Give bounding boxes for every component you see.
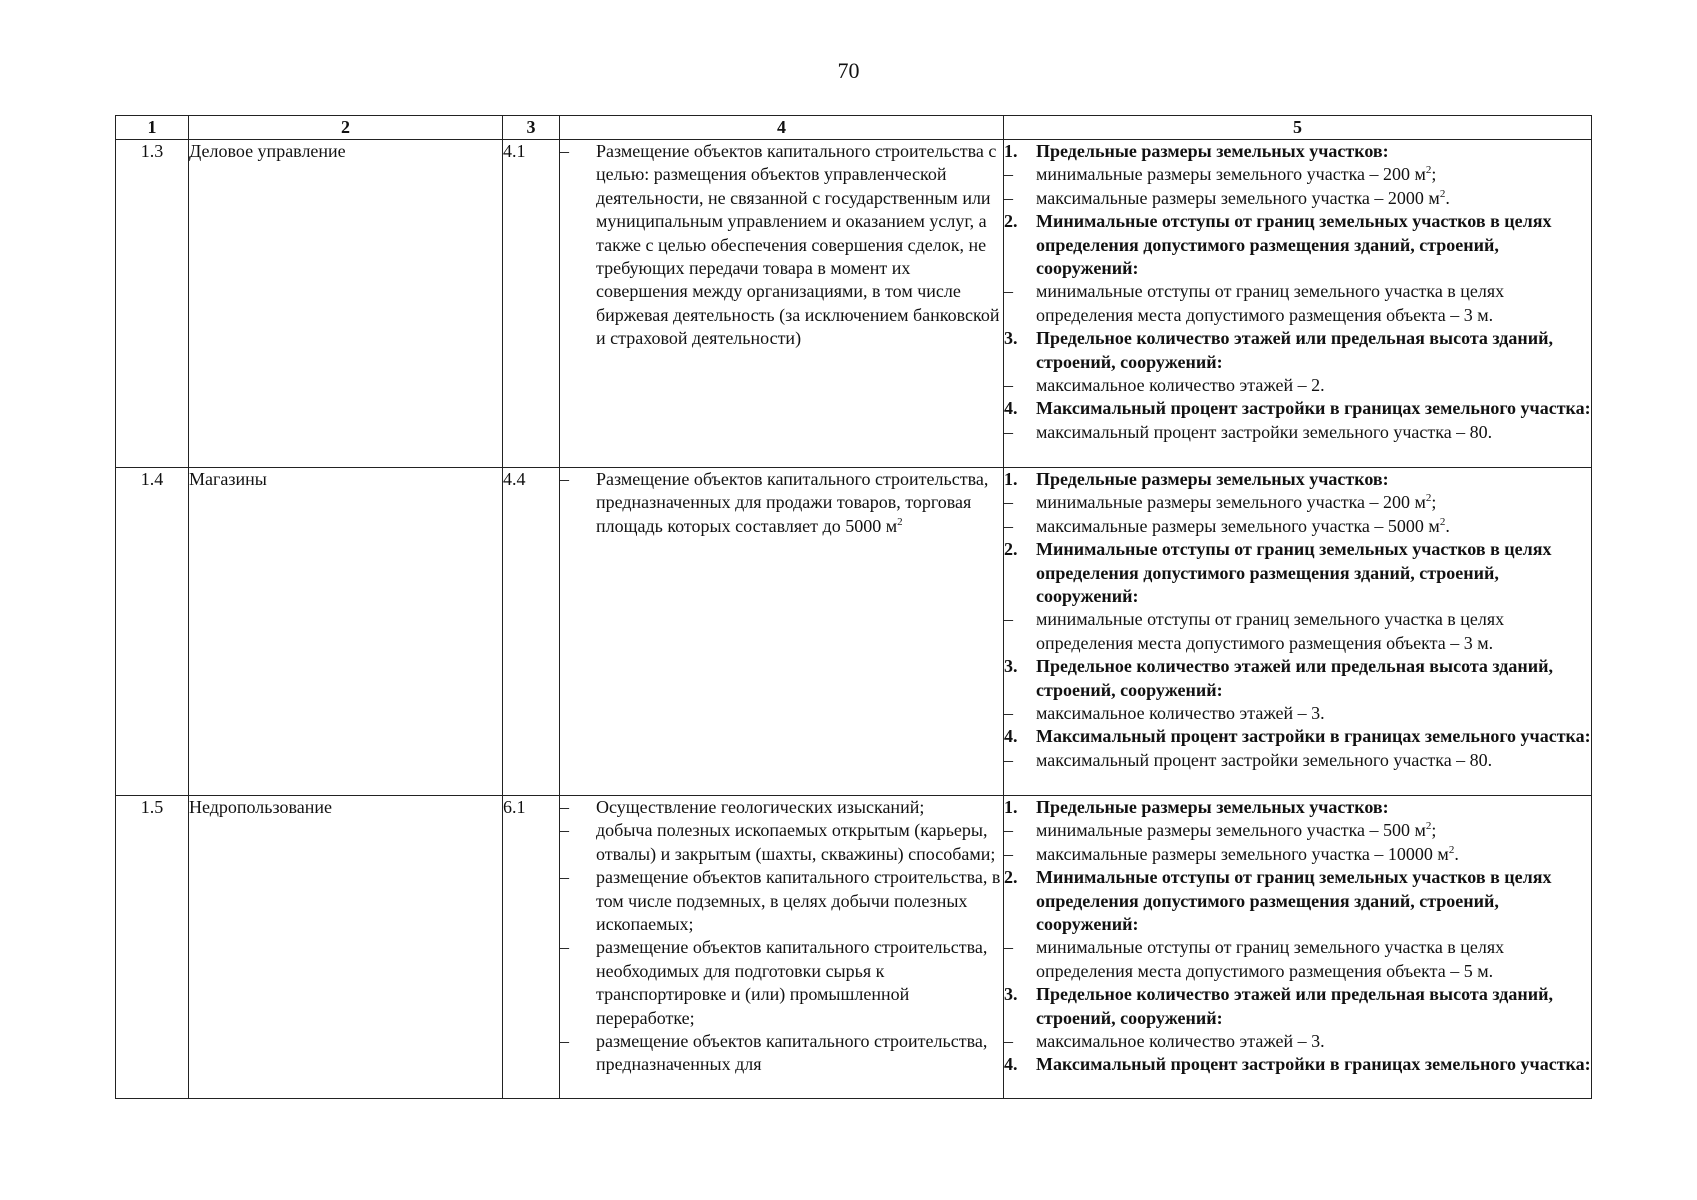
description-text: размещение объектов капитального строительства, предназначенных для bbox=[596, 1031, 988, 1075]
param-heading-text: Максимальный процент застройки в границах земельного участка: bbox=[1036, 726, 1591, 747]
param-heading-number: 4. bbox=[1004, 726, 1018, 747]
dash-marker: – bbox=[1004, 609, 1013, 630]
param-heading-text: Предельное количество этажей или предельная высота зданий, строений, сооружений: bbox=[1036, 656, 1554, 700]
param-heading bbox=[1004, 397, 1591, 420]
param-heading-text: Предельные размеры земельных участков: bbox=[1036, 797, 1389, 817]
param-item-tail: ; bbox=[1431, 164, 1437, 185]
param-item bbox=[1004, 187, 1591, 210]
param-item bbox=[1004, 819, 1591, 842]
column-header-5: 5 bbox=[1004, 116, 1592, 140]
param-item-text: максимальное количество этажей – 3. bbox=[1036, 1031, 1325, 1052]
param-item bbox=[1004, 374, 1591, 397]
header-row bbox=[116, 116, 1592, 140]
param-heading-number: 3. bbox=[1004, 656, 1018, 677]
dash-marker: – bbox=[1004, 749, 1013, 770]
parameters-cell bbox=[1004, 468, 1592, 796]
description-text: Осуществление геологических изысканий; bbox=[596, 797, 925, 817]
use-description bbox=[560, 796, 1004, 1099]
use-description bbox=[560, 140, 1004, 468]
param-heading bbox=[1004, 796, 1591, 819]
dash-marker: – bbox=[1004, 515, 1013, 536]
description-item bbox=[560, 936, 1003, 1030]
superscript: 2 bbox=[1439, 515, 1446, 528]
param-item bbox=[1004, 936, 1591, 983]
description-item bbox=[560, 866, 1003, 936]
use-type-name: Недропользование bbox=[189, 796, 503, 1099]
description-text: Размещение объектов капитального строительства с целью: размещения объектов управленческой деятельности, не связанной с государственным или муниципальным управлением и оказанием услуг, а также с целью обеспечения совершения сделок, не требующих передачи товара в момент их совершения между организациями, в том числе биржевая деятельность (за исключением банковской и страховой деятельности) bbox=[596, 141, 1000, 349]
param-item bbox=[1004, 163, 1591, 186]
description-text: Размещение объектов капитального строительства, предназначенных для продажи товаров, торговая площадь которых составляет до 5000 м bbox=[596, 469, 989, 536]
param-item-tail: . bbox=[1445, 187, 1450, 208]
description-text: размещение объектов капитального строительства, в том числе подземных, в целях добычи полезных ископаемых; bbox=[596, 867, 1001, 935]
dash-marker: – bbox=[1004, 187, 1013, 208]
description-item bbox=[560, 140, 1003, 351]
param-heading bbox=[1004, 468, 1591, 491]
description-item bbox=[560, 819, 1003, 866]
use-type-code: 4.4 bbox=[503, 468, 560, 796]
description-text: добыча полезных ископаемых открытым (карьеры, отвалы) и закрытым (шахты, скважины) способами; bbox=[596, 820, 996, 864]
param-item-tail: ; bbox=[1431, 492, 1437, 513]
dash-marker: – bbox=[1004, 703, 1013, 724]
param-item-text: минимальные отступы от границ земельного участка в целях определения места допустимого размещения объекта – 5 м. bbox=[1036, 937, 1505, 981]
table-row bbox=[116, 468, 1592, 796]
param-heading-text: Максимальный процент застройки в границах земельного участка: bbox=[1036, 1054, 1591, 1075]
param-item-text: минимальные размеры земельного участка – 200 м bbox=[1036, 492, 1426, 513]
dash-marker: – bbox=[560, 141, 569, 161]
dash-marker: – bbox=[1004, 164, 1013, 185]
param-heading bbox=[1004, 1053, 1591, 1076]
dash-marker: – bbox=[1004, 281, 1013, 302]
param-item-text: максимальный процент застройки земельного участка – 80. bbox=[1036, 749, 1493, 770]
param-item-text: минимальные размеры земельного участка – 500 м bbox=[1036, 820, 1426, 841]
table-row bbox=[116, 796, 1592, 1099]
param-heading-text: Максимальный процент застройки в границах земельного участка: bbox=[1036, 398, 1591, 419]
param-heading-text: Предельное количество этажей или предельная высота зданий, строений, сооружений: bbox=[1036, 984, 1554, 1028]
superscript: 2 bbox=[1425, 820, 1432, 833]
param-heading-number: 1. bbox=[1004, 141, 1018, 161]
param-heading bbox=[1004, 983, 1591, 1030]
column-header-4: 4 bbox=[560, 116, 1004, 140]
param-heading bbox=[1004, 725, 1591, 748]
param-item-tail: . bbox=[1445, 515, 1450, 536]
param-item bbox=[1004, 608, 1591, 655]
param-heading-number: 1. bbox=[1004, 797, 1018, 817]
regulations-table bbox=[115, 115, 1592, 1099]
param-item bbox=[1004, 702, 1591, 725]
dash-marker: – bbox=[560, 469, 569, 489]
param-heading-number: 4. bbox=[1004, 1054, 1018, 1075]
param-heading-text: Предельное количество этажей или предельная высота зданий, строений, сооружений: bbox=[1036, 328, 1554, 372]
row-number: 1.3 bbox=[116, 140, 189, 468]
param-heading bbox=[1004, 655, 1591, 702]
row-number: 1.5 bbox=[116, 796, 189, 1099]
param-heading-text: Минимальные отступы от границ земельных участков в целях определения допустимого размещения зданий, строений, сооружений: bbox=[1036, 539, 1552, 607]
param-item-text: максимальное количество этажей – 3. bbox=[1036, 703, 1325, 724]
page-number: 70 bbox=[837, 58, 860, 83]
param-heading-number: 2. bbox=[1004, 539, 1018, 560]
param-heading bbox=[1004, 210, 1591, 280]
param-heading-number: 3. bbox=[1004, 984, 1018, 1005]
param-item bbox=[1004, 749, 1591, 772]
param-item-text: максимальный процент застройки земельного участка – 80. bbox=[1036, 421, 1493, 442]
dash-marker: – bbox=[1004, 1031, 1013, 1052]
param-item-tail: ; bbox=[1431, 820, 1437, 841]
dash-marker: – bbox=[560, 1031, 569, 1052]
superscript: 2 bbox=[1448, 843, 1455, 856]
param-heading-number: 3. bbox=[1004, 328, 1018, 349]
param-heading-number: 2. bbox=[1004, 867, 1018, 888]
param-item bbox=[1004, 843, 1591, 866]
superscript: 2 bbox=[1439, 187, 1446, 200]
param-heading-number: 2. bbox=[1004, 211, 1018, 232]
param-heading-text: Минимальные отступы от границ земельных участков в целях определения допустимого размещения зданий, строений, сооружений: bbox=[1036, 867, 1552, 935]
param-heading-text: Предельные размеры земельных участков: bbox=[1036, 141, 1389, 161]
dash-marker: – bbox=[1004, 421, 1013, 442]
superscript: 2 bbox=[897, 515, 903, 528]
column-header-1: 1 bbox=[116, 116, 189, 140]
description-item bbox=[560, 796, 1003, 819]
description-text: размещение объектов капитального строительства, необходимых для подготовки сырья к транспортировке и (или) промышленной переработке; bbox=[596, 937, 988, 1028]
param-heading-text: Предельные размеры земельных участков: bbox=[1036, 469, 1389, 489]
column-header-2: 2 bbox=[189, 116, 503, 140]
param-heading bbox=[1004, 866, 1591, 936]
parameters-cell bbox=[1004, 140, 1592, 468]
param-item-tail: . bbox=[1454, 843, 1459, 864]
dash-marker: – bbox=[560, 867, 569, 888]
param-item-text: максимальные размеры земельного участка – 10000 м bbox=[1036, 843, 1449, 864]
row-number: 1.4 bbox=[116, 468, 189, 796]
superscript: 2 bbox=[1425, 164, 1432, 177]
param-item-text: максимальные размеры земельного участка – 2000 м bbox=[1036, 187, 1440, 208]
table-row bbox=[116, 140, 1592, 468]
param-heading-number: 4. bbox=[1004, 398, 1018, 419]
dash-marker: – bbox=[1004, 375, 1013, 396]
column-header-3: 3 bbox=[503, 116, 560, 140]
param-item bbox=[1004, 491, 1591, 514]
param-heading bbox=[1004, 538, 1591, 608]
param-item bbox=[1004, 280, 1591, 327]
dash-marker: – bbox=[1004, 937, 1013, 958]
param-heading-text: Минимальные отступы от границ земельных участков в целях определения допустимого размещения зданий, строений, сооружений: bbox=[1036, 211, 1552, 279]
param-item bbox=[1004, 1030, 1591, 1053]
dash-marker: – bbox=[560, 937, 569, 958]
param-heading-number: 1. bbox=[1004, 469, 1018, 489]
description-item bbox=[560, 1030, 1003, 1077]
use-type-name: Деловое управление bbox=[189, 140, 503, 468]
dash-marker: – bbox=[560, 797, 569, 817]
param-item-text: минимальные отступы от границ земельного участка в целях определения места допустимого размещения объекта – 3 м. bbox=[1036, 609, 1505, 653]
dash-marker: – bbox=[1004, 843, 1013, 864]
param-item-text: максимальные размеры земельного участка – 5000 м bbox=[1036, 515, 1440, 536]
param-item-text: минимальные размеры земельного участка – 200 м bbox=[1036, 164, 1426, 185]
dash-marker: – bbox=[560, 820, 569, 841]
dash-marker: – bbox=[1004, 820, 1013, 841]
use-description bbox=[560, 468, 1004, 796]
dash-marker: – bbox=[1004, 492, 1013, 513]
param-heading bbox=[1004, 327, 1591, 374]
param-item-text: максимальное количество этажей – 2. bbox=[1036, 375, 1325, 396]
param-item bbox=[1004, 515, 1591, 538]
use-type-code: 6.1 bbox=[503, 796, 560, 1099]
param-item-text: минимальные отступы от границ земельного участка в целях определения места допустимого размещения объекта – 3 м. bbox=[1036, 281, 1505, 325]
use-type-name: Магазины bbox=[189, 468, 503, 796]
param-item bbox=[1004, 421, 1591, 444]
param-heading bbox=[1004, 140, 1591, 163]
superscript: 2 bbox=[1425, 492, 1432, 505]
description-item bbox=[560, 468, 1003, 538]
parameters-cell bbox=[1004, 796, 1592, 1099]
use-type-code: 4.1 bbox=[503, 140, 560, 468]
